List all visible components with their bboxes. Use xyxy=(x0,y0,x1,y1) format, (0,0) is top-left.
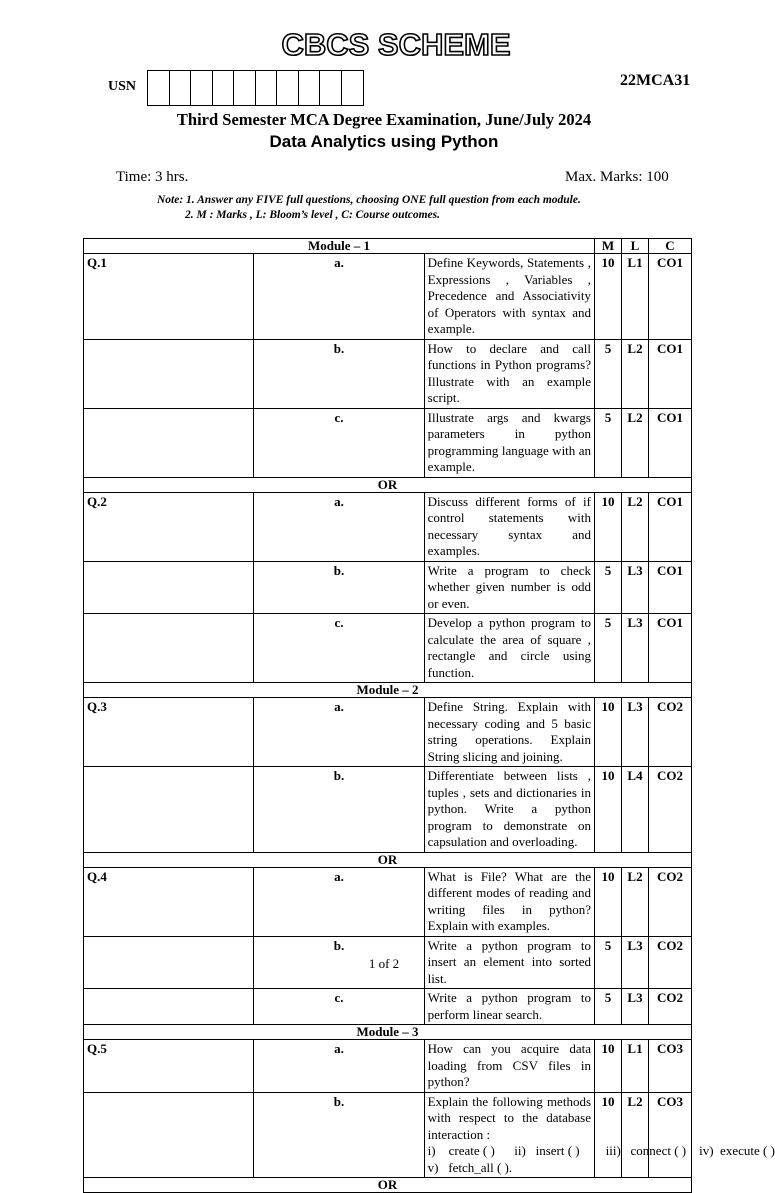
note-line-1: Note: 1. Answer any FIVE full questions, choosing ONE full question from each module. xyxy=(157,194,581,206)
usn-box[interactable] xyxy=(213,71,235,105)
course-outcome: CO2 xyxy=(649,767,692,853)
exam-title: Third Semester MCA Degree Examination, June/July 2024 xyxy=(176,110,592,129)
or-row xyxy=(84,852,692,867)
question-number: Q.1 xyxy=(84,254,254,340)
usn-entry-boxes xyxy=(147,70,364,106)
or-row xyxy=(84,1178,692,1193)
course-outcome: CO2 xyxy=(649,698,692,767)
question-text xyxy=(424,698,594,767)
blooms-level: L1 xyxy=(622,254,649,340)
blooms-level: L3 xyxy=(622,698,649,767)
usn-box[interactable] xyxy=(299,71,321,105)
question-text-line: Illustrate args and kwargs parameters in python programming language with an example. xyxy=(427,409,591,474)
part-label: b. xyxy=(254,767,424,853)
usn-box[interactable] xyxy=(191,71,213,105)
cbcs-scheme-stamp xyxy=(281,26,511,62)
blooms-level: L2 xyxy=(622,492,649,561)
question-text xyxy=(424,408,594,477)
question-text xyxy=(424,614,594,683)
usn-box[interactable] xyxy=(170,71,192,105)
part-label: a. xyxy=(254,867,424,936)
question-number xyxy=(84,767,254,853)
course-outcome: CO2 xyxy=(649,936,692,989)
question-text-line: How can you acquire data loading from CSV files in python? xyxy=(427,1041,591,1089)
question-text-line: How to declare and call functions in Python programs? Illustrate with an example script. xyxy=(427,340,591,405)
or-row xyxy=(84,477,692,492)
blooms-level: L4 xyxy=(622,767,649,853)
marks-value: 10 xyxy=(595,254,622,340)
exam-duration: Time: 3 hrs. xyxy=(116,169,189,185)
part-label: a. xyxy=(254,254,424,340)
question-part-row xyxy=(84,408,692,477)
module-title: Module – 1 xyxy=(84,239,595,254)
question-text-line: Write a python program to insert an element into sorted list. xyxy=(427,937,591,986)
marks-value: 5 xyxy=(595,614,622,683)
question-part-row xyxy=(84,1040,692,1093)
question-text-line: Define Keywords, Statements , Expressions , Variables , Precedence and Associativity of Operators with syntax and example. xyxy=(427,255,591,336)
course-outcome: CO1 xyxy=(649,339,692,408)
marks-value: 5 xyxy=(595,339,622,408)
marks-value: 10 xyxy=(595,767,622,853)
module-header-row xyxy=(84,1025,692,1040)
note-line-2: 2. M : Marks , L: Bloom’s level , C: Course outcomes. xyxy=(185,209,441,221)
question-part-row xyxy=(84,254,692,340)
blooms-level: L3 xyxy=(622,989,649,1025)
question-text-line: Discuss different forms of if control statements with necessary syntax and examples. xyxy=(427,493,591,558)
question-part-row xyxy=(84,339,692,408)
question-text xyxy=(424,492,594,561)
part-label: c. xyxy=(254,989,424,1025)
blooms-level: L2 xyxy=(622,867,649,936)
subject-title: Data Analytics using Python xyxy=(269,132,499,151)
question-number: Q.4 xyxy=(84,867,254,936)
column-header-level: L xyxy=(622,239,649,254)
part-label: c. xyxy=(254,614,424,683)
course-outcome: CO2 xyxy=(649,867,692,936)
blooms-level: L3 xyxy=(622,614,649,683)
question-text xyxy=(424,867,594,936)
question-text-line: Write a python program to perform linear search. xyxy=(427,990,591,1022)
question-number xyxy=(84,408,254,477)
usn-box[interactable] xyxy=(148,71,170,105)
course-outcome: CO1 xyxy=(649,254,692,340)
part-label: c. xyxy=(254,408,424,477)
question-part-row xyxy=(84,614,692,683)
question-number xyxy=(84,561,254,614)
course-outcome: CO1 xyxy=(649,492,692,561)
question-part-row xyxy=(84,767,692,853)
method-list-line: v) fetch_all ( ). xyxy=(427,1159,513,1175)
question-part-row xyxy=(84,561,692,614)
question-text xyxy=(424,1040,594,1093)
marks-value: 10 xyxy=(595,698,622,767)
question-text xyxy=(424,767,594,853)
column-header-marks: M xyxy=(595,239,622,254)
marks-value: 10 xyxy=(595,1092,622,1178)
blooms-level: L2 xyxy=(622,408,649,477)
blooms-level: L3 xyxy=(622,561,649,614)
blooms-level: L2 xyxy=(622,339,649,408)
usn-box[interactable] xyxy=(256,71,278,105)
question-number: Q.3 xyxy=(84,698,254,767)
module-title: Module – 3 xyxy=(84,1025,692,1040)
or-label: OR xyxy=(84,852,692,867)
part-label: a. xyxy=(254,698,424,767)
course-code: 22MCA31 xyxy=(620,72,691,89)
module-title: Module – 2 xyxy=(84,683,692,698)
question-number xyxy=(84,1092,254,1178)
question-text-line: What is File? What are the different modes of reading and writing files in python? Explain with examples. xyxy=(427,868,591,933)
question-text xyxy=(424,989,594,1025)
part-label: b. xyxy=(254,561,424,614)
question-table xyxy=(83,238,775,1193)
question-text xyxy=(424,561,594,614)
blooms-level: L1 xyxy=(622,1040,649,1093)
question-part-row xyxy=(84,1092,692,1178)
marks-value: 10 xyxy=(595,867,622,936)
question-text xyxy=(424,254,594,340)
usn-label: USN xyxy=(108,79,137,94)
question-text-line: Write a program to check whether given number is odd or even. xyxy=(427,562,591,611)
course-outcome: CO3 xyxy=(649,1092,692,1178)
question-text-line: Develop a python program to calculate the area of square , rectangle and circle using function. xyxy=(427,615,591,680)
usn-box[interactable] xyxy=(277,71,299,105)
or-label: OR xyxy=(84,1178,692,1193)
marks-value: 5 xyxy=(595,408,622,477)
module-header-row xyxy=(84,239,692,254)
course-outcome: CO1 xyxy=(649,614,692,683)
question-text-line: Explain the following methods with respect to the database interaction : xyxy=(427,1093,591,1142)
question-number xyxy=(84,989,254,1025)
part-label: a. xyxy=(254,1040,424,1093)
usn-box[interactable] xyxy=(234,71,256,105)
page-number: 1 of 2 xyxy=(368,956,400,971)
module-header-row xyxy=(84,683,692,698)
part-label: b. xyxy=(254,1092,424,1178)
blooms-level: L3 xyxy=(622,936,649,989)
part-label: a. xyxy=(254,492,424,561)
course-outcome: CO2 xyxy=(649,989,692,1025)
usn-box[interactable] xyxy=(342,71,364,105)
part-label: b. xyxy=(254,936,424,989)
instructions-note xyxy=(157,193,581,223)
course-outcome: CO1 xyxy=(649,408,692,477)
question-number xyxy=(84,614,254,683)
course-outcome: CO3 xyxy=(649,1040,692,1093)
marks-value: 10 xyxy=(595,492,622,561)
usn-box[interactable] xyxy=(320,71,342,105)
question-number: Q.2 xyxy=(84,492,254,561)
part-label: b. xyxy=(254,339,424,408)
max-marks: Max. Marks: 100 xyxy=(565,169,669,185)
marks-value: 5 xyxy=(595,561,622,614)
marks-value: 10 xyxy=(595,1040,622,1093)
question-part-row xyxy=(84,492,692,561)
question-text-line: Define String. Explain with necessary coding and 5 basic string operations. Explain String slicing and joining. xyxy=(427,699,591,764)
question-part-row xyxy=(84,867,692,936)
method-list-line: i) create ( ) ii) insert ( ) iii) connect ( ) iv) execute ( ) xyxy=(427,1143,775,1158)
question-number: Q.5 xyxy=(84,1040,254,1093)
column-header-outcome: C xyxy=(649,239,692,254)
blooms-level: L2 xyxy=(622,1092,649,1178)
question-number xyxy=(84,339,254,408)
question-text xyxy=(424,339,594,408)
or-label: OR xyxy=(84,477,692,492)
question-text-line: Differentiate between lists , tuples , sets and dictionaries in python. Write a python program to demonstrate on capsulation and overloading. xyxy=(427,768,591,849)
marks-value: 5 xyxy=(595,936,622,989)
course-outcome: CO1 xyxy=(649,561,692,614)
stamp-text: CBCS SCHEME xyxy=(281,27,511,62)
question-part-row xyxy=(84,989,692,1025)
question-part-row xyxy=(84,698,692,767)
marks-value: 5 xyxy=(595,989,622,1025)
